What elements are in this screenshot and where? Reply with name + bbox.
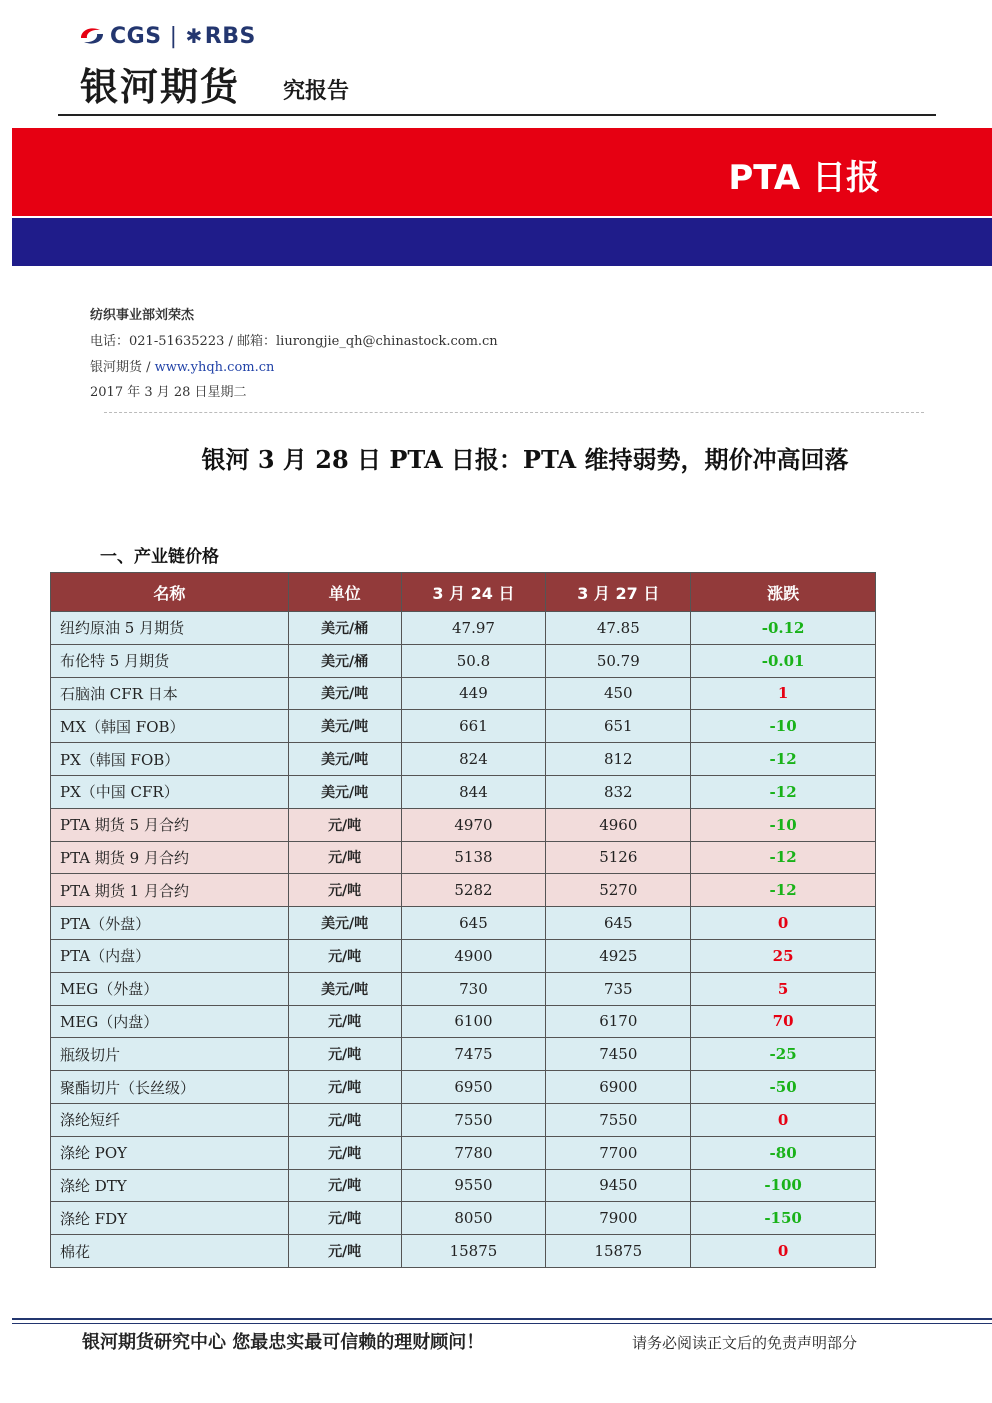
- cell-unit: 美元/吨: [288, 972, 401, 1005]
- cell-date2: 645: [546, 907, 691, 940]
- logo-rbs: RBS: [204, 23, 256, 49]
- cell-unit: 美元/吨: [288, 743, 401, 776]
- cell-unit: 元/吨: [288, 874, 401, 907]
- cell-name: MEG（内盘）: [51, 1005, 289, 1038]
- footer-rule-thin: [12, 1323, 992, 1324]
- cell-date2: 6170: [546, 1005, 691, 1038]
- col-header-unit: 单位: [288, 573, 401, 612]
- cell-unit: 元/吨: [288, 1005, 401, 1038]
- cell-date2: 47.85: [546, 612, 691, 645]
- cell-change: -10: [691, 808, 876, 841]
- table-row: [51, 841, 876, 874]
- cell-unit: 元/吨: [288, 1235, 401, 1268]
- rbs-daisy-icon: ✱: [185, 24, 203, 48]
- cell-name: 棉花: [51, 1235, 289, 1268]
- col-header-name: 名称: [51, 573, 289, 612]
- cell-date1: 9550: [401, 1169, 546, 1202]
- table-row: [51, 1103, 876, 1136]
- cell-unit: 美元/吨: [288, 907, 401, 940]
- cell-unit: 美元/吨: [288, 677, 401, 710]
- table-row: [51, 808, 876, 841]
- cell-date1: 15875: [401, 1235, 546, 1268]
- cell-date2: 7700: [546, 1136, 691, 1169]
- banner-blue: [12, 218, 992, 266]
- table-row: [51, 874, 876, 907]
- cell-date1: 4900: [401, 939, 546, 972]
- cell-name: PTA 期货 9 月合约: [51, 841, 289, 874]
- cell-date2: 9450: [546, 1169, 691, 1202]
- cell-date2: 6900: [546, 1071, 691, 1104]
- cell-change: 1: [691, 677, 876, 710]
- table-row: [51, 1235, 876, 1268]
- cell-change: 5: [691, 972, 876, 1005]
- cell-date2: 4960: [546, 808, 691, 841]
- dashed-divider: [104, 412, 924, 413]
- cell-date1: 730: [401, 972, 546, 1005]
- cell-name: PX（中国 CFR）: [51, 775, 289, 808]
- cell-unit: 元/吨: [288, 1202, 401, 1235]
- cell-date2: 4925: [546, 939, 691, 972]
- table-row: [51, 710, 876, 743]
- table-row: [51, 1005, 876, 1038]
- cell-date1: 6100: [401, 1005, 546, 1038]
- cell-name: MEG（外盘）: [51, 972, 289, 1005]
- cell-change: -100: [691, 1169, 876, 1202]
- cell-date1: 7550: [401, 1103, 546, 1136]
- cell-change: -12: [691, 874, 876, 907]
- table-header-row: [51, 573, 876, 612]
- cell-name: PX（韩国 FOB）: [51, 743, 289, 776]
- site-prefix: 银河期货 /: [90, 360, 155, 375]
- cell-unit: 元/吨: [288, 1169, 401, 1202]
- cell-change: 0: [691, 907, 876, 940]
- footer-slogan: 银河期货研究中心 您最忠实最可信赖的理财顾问！: [82, 1332, 485, 1353]
- cell-change: 25: [691, 939, 876, 972]
- table-row: [51, 775, 876, 808]
- cell-name: 涤纶 POY: [51, 1136, 289, 1169]
- table-row: [51, 644, 876, 677]
- table-row: [51, 743, 876, 776]
- table-row: [51, 1202, 876, 1235]
- cell-unit: 美元/吨: [288, 775, 401, 808]
- cell-date1: 661: [401, 710, 546, 743]
- cell-name: MX（韩国 FOB）: [51, 710, 289, 743]
- cell-date2: 15875: [546, 1235, 691, 1268]
- cell-unit: 元/吨: [288, 1103, 401, 1136]
- author-site: [90, 356, 274, 375]
- cell-date2: 7900: [546, 1202, 691, 1235]
- cell-date1: 824: [401, 743, 546, 776]
- cell-change: -50: [691, 1071, 876, 1104]
- cell-change: -12: [691, 841, 876, 874]
- cell-change: 0: [691, 1235, 876, 1268]
- cell-unit: 美元/吨: [288, 710, 401, 743]
- table-row: [51, 1136, 876, 1169]
- cell-change: -0.01: [691, 644, 876, 677]
- cell-change: -0.12: [691, 612, 876, 645]
- table-row: [51, 907, 876, 940]
- col-header-date2: 3 月 27 日: [546, 573, 691, 612]
- brand-name: 银河期货: [80, 65, 241, 109]
- cell-unit: 元/吨: [288, 1071, 401, 1104]
- cell-name: 瓶级切片: [51, 1038, 289, 1071]
- cell-change: 0: [691, 1103, 876, 1136]
- cell-date2: 812: [546, 743, 691, 776]
- author-dept: 纺织事业部刘荣杰: [90, 308, 195, 323]
- cell-change: -150: [691, 1202, 876, 1235]
- cell-name: PTA（外盘）: [51, 907, 289, 940]
- cell-date2: 651: [546, 710, 691, 743]
- cell-name: 纽约原油 5 月期货: [51, 612, 289, 645]
- site-link[interactable]: www.yhqh.com.cn: [154, 360, 275, 375]
- cell-name: PTA 期货 5 月合约: [51, 808, 289, 841]
- cell-name: 涤纶 FDY: [51, 1202, 289, 1235]
- cell-date1: 5138: [401, 841, 546, 874]
- cell-unit: 元/吨: [288, 939, 401, 972]
- col-header-change: 涨跌: [691, 573, 876, 612]
- report-date: 2017 年 3 月 28 日星期二: [90, 385, 247, 400]
- cell-unit: 元/吨: [288, 1038, 401, 1071]
- cell-change: -80: [691, 1136, 876, 1169]
- cgs-swirl-icon: [78, 24, 106, 48]
- cell-name: 聚酯切片（长丝级）: [51, 1071, 289, 1104]
- cell-date1: 5282: [401, 874, 546, 907]
- cell-date2: 735: [546, 972, 691, 1005]
- section-title: 一、产业链价格: [100, 547, 219, 567]
- cell-date1: 7475: [401, 1038, 546, 1071]
- table-body: [51, 612, 876, 1268]
- logo-cgs: CGS: [110, 23, 162, 49]
- table-row: [51, 1071, 876, 1104]
- cell-unit: 元/吨: [288, 841, 401, 874]
- cell-name: 布伦特 5 月期货: [51, 644, 289, 677]
- author-contact: 电话：021-51635223 / 邮箱：liurongjie_qh@chinastock.com.cn: [90, 334, 498, 349]
- cell-date1: 8050: [401, 1202, 546, 1235]
- cell-date1: 449: [401, 677, 546, 710]
- cell-change: -12: [691, 775, 876, 808]
- cell-change: -25: [691, 1038, 876, 1071]
- footer-disclaimer: 请务必阅读正文后的免责声明部分: [632, 1334, 858, 1352]
- cell-unit: 美元/桶: [288, 612, 401, 645]
- cell-date1: 6950: [401, 1071, 546, 1104]
- cell-change: 70: [691, 1005, 876, 1038]
- cell-unit: 美元/桶: [288, 644, 401, 677]
- header-divider: [58, 114, 936, 116]
- cell-name: 石脑油 CFR 日本: [51, 677, 289, 710]
- cell-date1: 4970: [401, 808, 546, 841]
- logo-divider: |: [169, 23, 178, 49]
- cell-date2: 7550: [546, 1103, 691, 1136]
- cell-date2: 7450: [546, 1038, 691, 1071]
- cell-change: -12: [691, 743, 876, 776]
- cell-name: PTA 期货 1 月合约: [51, 874, 289, 907]
- logo: [78, 22, 256, 50]
- table-row: [51, 1169, 876, 1202]
- cell-date1: 50.8: [401, 644, 546, 677]
- col-header-date1: 3 月 24 日: [401, 573, 546, 612]
- report-type: 究报告: [283, 79, 350, 104]
- table-row: [51, 939, 876, 972]
- table-row: [51, 677, 876, 710]
- cell-name: PTA（内盘）: [51, 939, 289, 972]
- cell-date2: 832: [546, 775, 691, 808]
- cell-date1: 7780: [401, 1136, 546, 1169]
- cell-date2: 50.79: [546, 644, 691, 677]
- cell-date2: 450: [546, 677, 691, 710]
- headline: 银河 3 月 28 日 PTA 日报：PTA 维持弱势，期价冲高回落: [201, 445, 849, 474]
- cell-name: 涤纶短纤: [51, 1103, 289, 1136]
- cell-date1: 645: [401, 907, 546, 940]
- cell-change: -10: [691, 710, 876, 743]
- table-row: [51, 972, 876, 1005]
- footer-rule: [12, 1318, 992, 1320]
- cell-date1: 844: [401, 775, 546, 808]
- cell-unit: 元/吨: [288, 1136, 401, 1169]
- cell-unit: 元/吨: [288, 808, 401, 841]
- cell-date1: 47.97: [401, 612, 546, 645]
- cell-name: 涤纶 DTY: [51, 1169, 289, 1202]
- cell-date2: 5270: [546, 874, 691, 907]
- price-table: [50, 572, 876, 1268]
- table-row: [51, 612, 876, 645]
- cell-date2: 5126: [546, 841, 691, 874]
- banner-title: PTA 日报: [728, 158, 880, 198]
- table-row: [51, 1038, 876, 1071]
